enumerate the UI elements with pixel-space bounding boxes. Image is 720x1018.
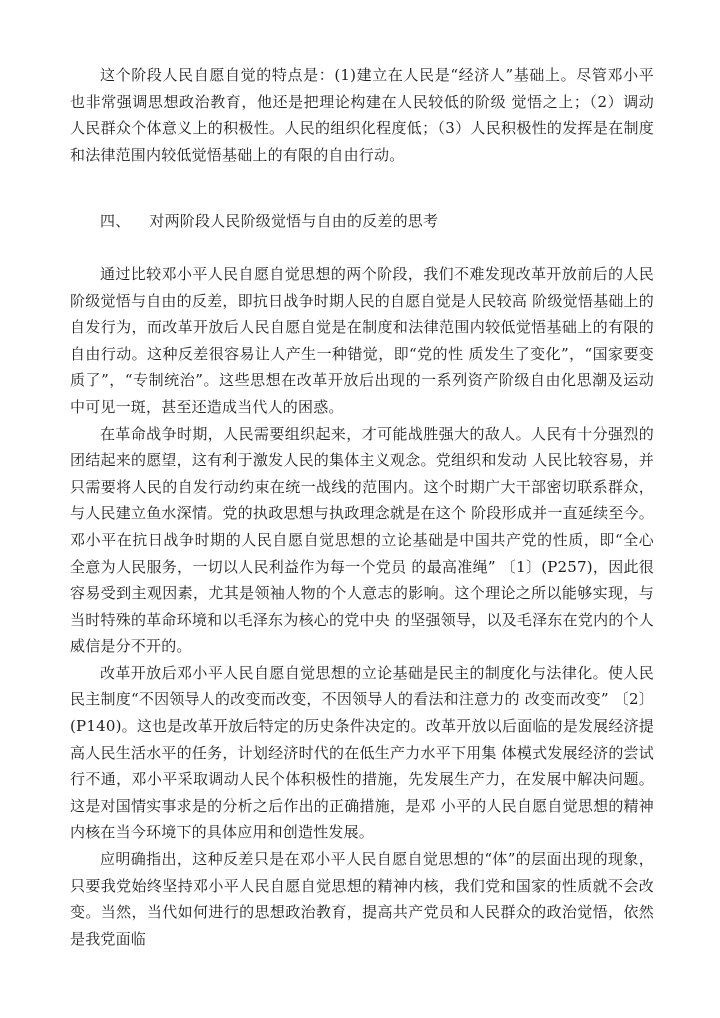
paragraph-2: 通过比较邓小平人民自愿自觉思想的两个阶段，我们不难发现改革开放前后的人民阶级觉悟与自由的反差，即抗日战争时期人民的自愿自觉是人民较高 阶级觉悟基础上的自发行为，而改革开放后人民自愿自觉是在制度和法律范围内较低觉悟基础上的有限的自由行动。这种反差很容易让人产生一种错觉，即“党的性 质发生了变化”，“国家要变质了”，“专制统治”。这些思想在改革开放后出现的一系列资产阶级自由化思潮及运动中可见一斑，甚至还造成当代人的困惑。 (70, 264, 654, 416)
paragraph-4: 改革开放后邓小平人民自愿自觉思想的立论基础是民主的制度化与法律化。使人民民主制度“不因领导人的改变而改变，不因领导人的看法和注意力的 改变而改变” 〔2〕(P140)。这也是改革开放后特定的历史条件决定的。改革开放以后面临的是发展经济提高人民生活水平的任务，计划经济时代的在低生产力水平下用集 体模式发展经济的尝试行不通，邓小平采取调动人民个体积极性的措施，先发展生产力，在发展中解决问题。这是对国情实事求是的分析之后作出的正确措施，是邓 小平的人民自愿自觉思想的精神内核在当今环境下的具体应用和创造性发展。 (70, 663, 654, 842)
section-heading (70, 208, 654, 235)
section-title: 对两阶段人民阶级觉悟与自由的反差的思考 (149, 212, 439, 231)
paragraph-5: 应明确指出，这种反差只是在邓小平人民自愿自觉思想的“体”的层面出现的现象，只要我党始终坚持邓小平人民自愿自觉思想的精神内核，我们党和国家的性质就不会改变。当然，当代如何进行的思想政治教育，提高共产党员和人民群众的政治觉悟，依然是我党面临 (70, 850, 654, 948)
section-number: 四、 (100, 212, 131, 231)
paragraph-1: 这个阶段人民自愿自觉的特点是：(1)建立在人民是“经济人”基础上。尽管邓小平也非常强调思想政治教育，他还是把理论构建在人民较低的阶级 觉悟之上；（2）调动人民群众个体意义上的积极性。人民的组织化程度低；（3）人民积极性的发挥是在制度和法律范围内较低觉悟基础上的有限的自由行动。 (70, 66, 654, 164)
paragraph-3: 在革命战争时期，人民需要组织起来，才可能战胜强大的敌人。人民有十分强烈的团结起来的愿望，这有利于激发人民的集体主义观念。党组织和发动 人民比较容易，并只需要将人民的自发行动约束在统一战线的范围内。这个时期广大干部密切联系群众，与人民建立鱼水深情。党的执政思想与执政理念就是在这个 阶段形成并一直延续至今。邓小平在抗日战争时期的人民自愿自觉思想的立论基础是中国共产党的性质，即“全心全意为人民服务，一切以人民利益作为每一个党员 的最高准绳” 〔1〕(P257)，因此很容易受到主观因素，尤其是领袖人物的个人意志的影响。这个理论之所以能够实现，与当时特殊的革命环境和以毛泽东为核心的党中央 的坚强领导，以及毛泽东在党内的个人威信是分不开的。 (70, 424, 654, 656)
